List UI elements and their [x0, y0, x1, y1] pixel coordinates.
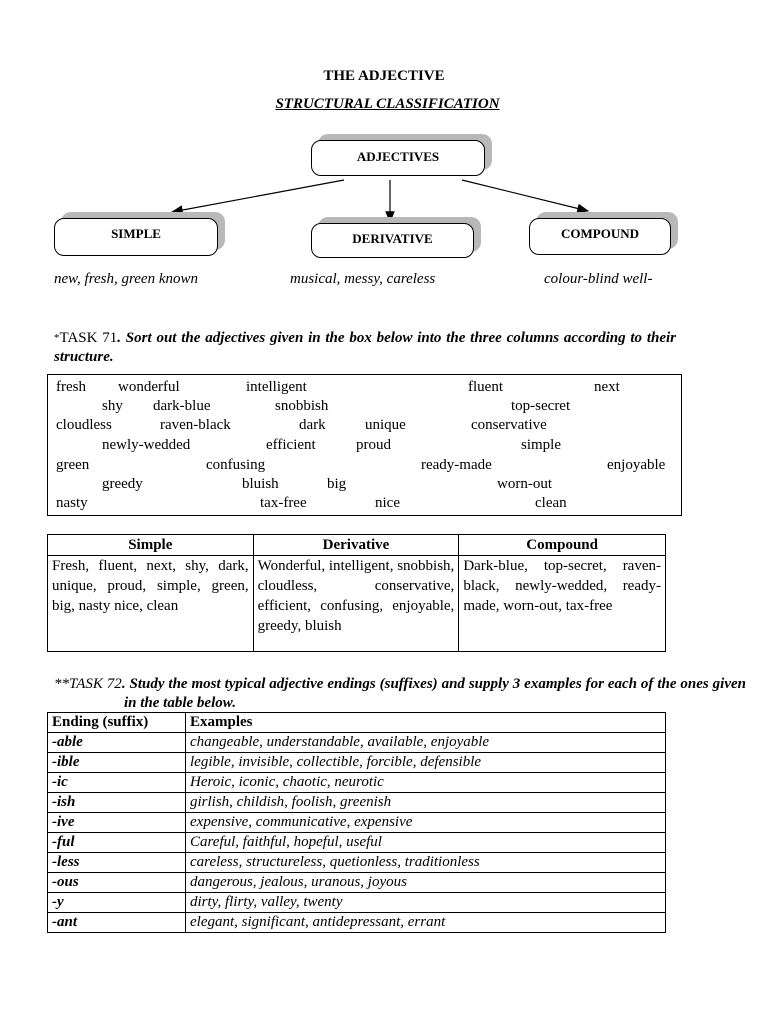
suffix-cell: -able [48, 733, 186, 753]
word: clean [535, 495, 567, 511]
classification-table [47, 534, 666, 652]
table-header-row [48, 535, 666, 556]
word: top-secret [511, 398, 571, 414]
word: newly-wedded [102, 437, 191, 453]
examples-cell: dangerous, jealous, uranous, joyous [186, 873, 666, 893]
suffix-cell: -ant [48, 913, 186, 933]
task-71-label: TASK 71 [59, 330, 118, 346]
examples-cell: Heroic, iconic, chaotic, neurotic [186, 773, 666, 793]
table-row [48, 773, 666, 793]
examples-cell: elegant, significant, antidepressant, errant [186, 913, 666, 933]
task-72-instruction: . Study the most typical adjective endings (suffixes) and supply 3 examples for each of the ones given in the table below. [121, 676, 746, 711]
word: unique [365, 417, 406, 433]
table-row [48, 556, 666, 652]
word: next [594, 379, 620, 395]
word: shy [102, 398, 123, 414]
endings-table [47, 712, 666, 933]
table-row [48, 793, 666, 813]
table-row [48, 733, 666, 753]
simple-examples: new, fresh, green known [54, 271, 199, 287]
arrow-to-simple [172, 180, 344, 212]
task-72-label: **TASK 72 [54, 676, 122, 692]
simple-cell: Fresh, fluent, next, shy, dark, unique, proud, simple, green, big, nasty nice, clean [48, 556, 254, 652]
word: snobbish [275, 398, 329, 414]
table-header-row [48, 713, 666, 733]
word: green [56, 457, 90, 473]
table-row [48, 913, 666, 933]
word: tax-free [260, 495, 307, 511]
col-header-simple: Simple [48, 535, 254, 556]
examples-cell: girlish, childish, foolish, greenish [186, 793, 666, 813]
suffix-cell: -ive [48, 813, 186, 833]
node-compound: COMPOUND [529, 218, 671, 255]
suffix-cell: -less [48, 853, 186, 873]
node-derivative: DERIVATIVE [311, 223, 474, 258]
table-row [48, 873, 666, 893]
table-row [48, 813, 666, 833]
col-header-derivative: Derivative [253, 535, 459, 556]
col-header-examples: Examples [186, 713, 666, 733]
compound-cell: Dark-blue, top-secret, raven-black, newly-wedded, ready-made, worn-out, tax-free [459, 556, 666, 652]
word-box [47, 374, 682, 516]
word: raven-black [160, 417, 231, 433]
page-subtitle: STRUCTURAL CLASSIFICATION [275, 96, 500, 112]
suffix-cell: -ful [48, 833, 186, 853]
table-row [48, 753, 666, 773]
task-71 [54, 329, 676, 367]
word: worn-out [497, 476, 552, 492]
examples-cell: changeable, understandable, available, enjoyable [186, 733, 666, 753]
compound-examples: colour-blind well- [544, 271, 653, 287]
word: proud [356, 437, 391, 453]
suffix-cell: -ible [48, 753, 186, 773]
word: intelligent [246, 379, 307, 395]
word: dark [299, 417, 326, 433]
arrow-to-compound [462, 180, 588, 211]
word: greedy [102, 476, 143, 492]
suffix-cell: -y [48, 893, 186, 913]
task-72 [54, 675, 746, 713]
word: nice [375, 495, 400, 511]
derivative-cell: Wonderful, intelligent, snobbish, cloudless, conservative, efficient, confusing, enjoyable, greedy, bluish [253, 556, 459, 652]
word: fluent [468, 379, 503, 395]
suffix-cell: -ic [48, 773, 186, 793]
word: efficient [266, 437, 316, 453]
suffix-cell: -ous [48, 873, 186, 893]
examples-cell: expensive, communicative, expensive [186, 813, 666, 833]
task-71-instruction: . Sort out the adjectives given in the box below into the three columns according to their structure. [54, 330, 676, 365]
page-title: THE ADJECTIVE [323, 68, 445, 84]
word: enjoyable [607, 457, 666, 473]
table-row [48, 893, 666, 913]
word: cloudless [56, 417, 112, 433]
suffix-cell: -ish [48, 793, 186, 813]
examples-cell: dirty, flirty, valley, twenty [186, 893, 666, 913]
table-row [48, 833, 666, 853]
word: dark-blue [153, 398, 211, 414]
col-header-compound: Compound [459, 535, 666, 556]
examples-cell: careless, structureless, quetionless, traditionless [186, 853, 666, 873]
word: bluish [242, 476, 279, 492]
word: nasty [56, 495, 88, 511]
task-71-marker: * [54, 332, 60, 344]
word: confusing [206, 457, 266, 473]
examples-cell: Careful, faithful, hopeful, useful [186, 833, 666, 853]
word: wonderful [118, 379, 180, 395]
node-simple: SIMPLE [54, 218, 218, 256]
col-header-ending: Ending (suffix) [48, 713, 186, 733]
table-row [48, 853, 666, 873]
word: ready-made [421, 457, 492, 473]
word: fresh [56, 379, 86, 395]
examples-cell: legible, invisible, collectible, forcible, defensible [186, 753, 666, 773]
node-adjectives: ADJECTIVES [311, 140, 485, 176]
derivative-examples: musical, messy, careless [290, 271, 436, 287]
word: big [327, 476, 347, 492]
word: simple [521, 437, 561, 453]
word: conservative [471, 417, 547, 433]
